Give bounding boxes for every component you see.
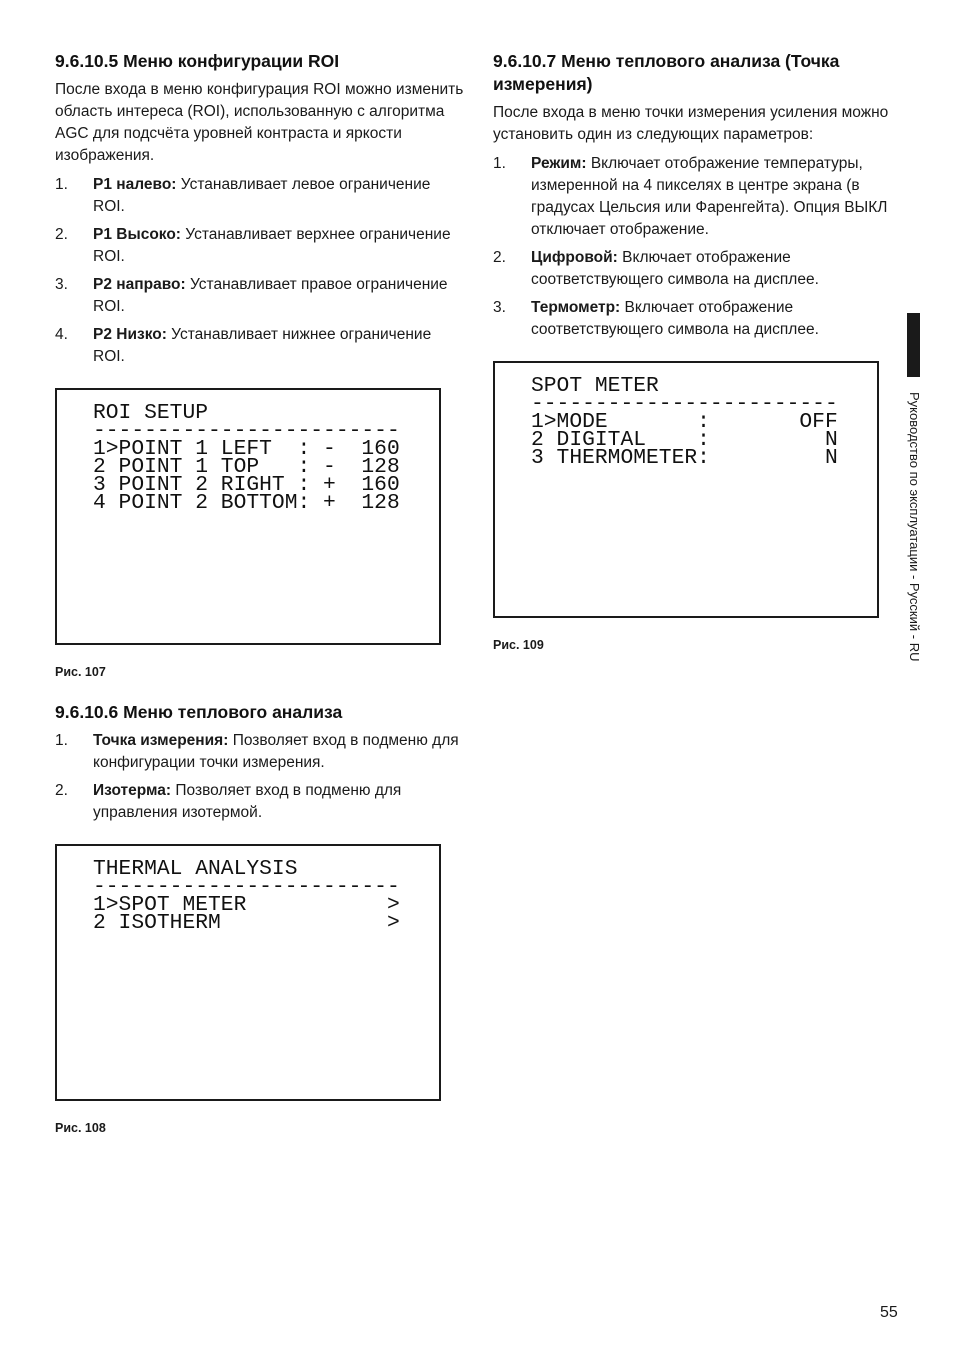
screen-line: ------------------------ [93, 419, 400, 443]
list-item: 3. P2 направо: Устанавливает правое ограничение ROI. [55, 276, 448, 315]
right-column [493, 50, 898, 652]
list-item: 3. Термометр: Включает отображение соответствующего символа на дисплее. [493, 299, 819, 338]
list-item: 2. Цифровой: Включает отображение соответствующего символа на дисплее. [493, 249, 819, 288]
chapter-tab-marker [907, 313, 920, 377]
screen-line: ------------------------ [531, 392, 838, 416]
screen-line: ------------------------ [93, 875, 400, 899]
sidebar-text: Руководство по эксплуатации - Русский - RU [907, 392, 922, 662]
list-item: 1. Точка измерения: Позволяет вход в подменю для конфигурации точки измерения. [55, 732, 459, 771]
list-item: 2. P1 Высоко: Устанавливает верхнее ограничение ROI. [55, 226, 451, 265]
screen-line: 2 ISOTHERM > [93, 911, 400, 935]
roi-heading: 9.6.10.5 Меню конфигурации ROI [55, 51, 340, 71]
thermal-heading: 9.6.10.6 Меню теплового анализа [55, 702, 343, 722]
list-item: 1. Режим: Включает отображение температуры, измеренной на 4 пикселях в центре экрана (в градусах Цельсия или Фаренгейта). Опция ВЫКЛ отключает отображение. [493, 155, 888, 238]
screen-line: 2 DIGITAL : N [531, 428, 838, 452]
list-item: 4. P2 Низко: Устанавливает нижнее ограничение ROI. [55, 326, 432, 365]
roi-intro: После входа в меню конфигурация ROI можно изменить область интереса (ROI), использованную с алгоритма AGC для подсчёта уровней контраста и яркости изображения. [55, 81, 464, 164]
sidebar-label [907, 392, 927, 702]
list-item: 2. Изотерма: Позволяет вход в подменю для управления изотермой. [55, 782, 402, 821]
screen-line: 2 POINT 1 TOP : - 128 [93, 455, 400, 479]
screen-line: 3 POINT 2 RIGHT : + 160 [93, 473, 400, 497]
thermal-list [55, 730, 465, 824]
page-number: 55 [880, 1304, 898, 1321]
roi-setup-screen [55, 388, 441, 645]
screen-line: 1>POINT 1 LEFT : - 160 [93, 437, 400, 461]
spot-intro: После входа в меню точки измерения усиления можно установить один из следующих параметров: [493, 104, 889, 143]
list-item: 1. P1 налево: Устанавливает левое ограничение ROI. [55, 176, 431, 215]
figure-caption: Рис. 109 [493, 638, 544, 652]
figure-caption: Рис. 107 [55, 665, 106, 679]
screen-line: THERMAL ANALYSIS [93, 857, 298, 881]
spot-list [493, 153, 898, 341]
thermal-analysis-screen [55, 844, 441, 1101]
roi-list [55, 174, 465, 368]
screen-line: 1>SPOT METER > [93, 893, 400, 917]
spot-heading: 9.6.10.7 Меню теплового анализа (Точка измерения) [493, 51, 840, 94]
figure-caption: Рис. 108 [55, 1121, 106, 1135]
screen-line: 1>MODE : OFF [531, 410, 838, 434]
screen-line: ROI SETUP [93, 401, 209, 425]
screen-line: 3 THERMOMETER: N [531, 446, 838, 470]
spot-meter-screen [493, 361, 879, 618]
left-column [55, 50, 465, 1135]
screen-line: 4 POINT 2 BOTTOM: + 128 [93, 491, 400, 515]
screen-line: SPOT METER [531, 374, 659, 398]
